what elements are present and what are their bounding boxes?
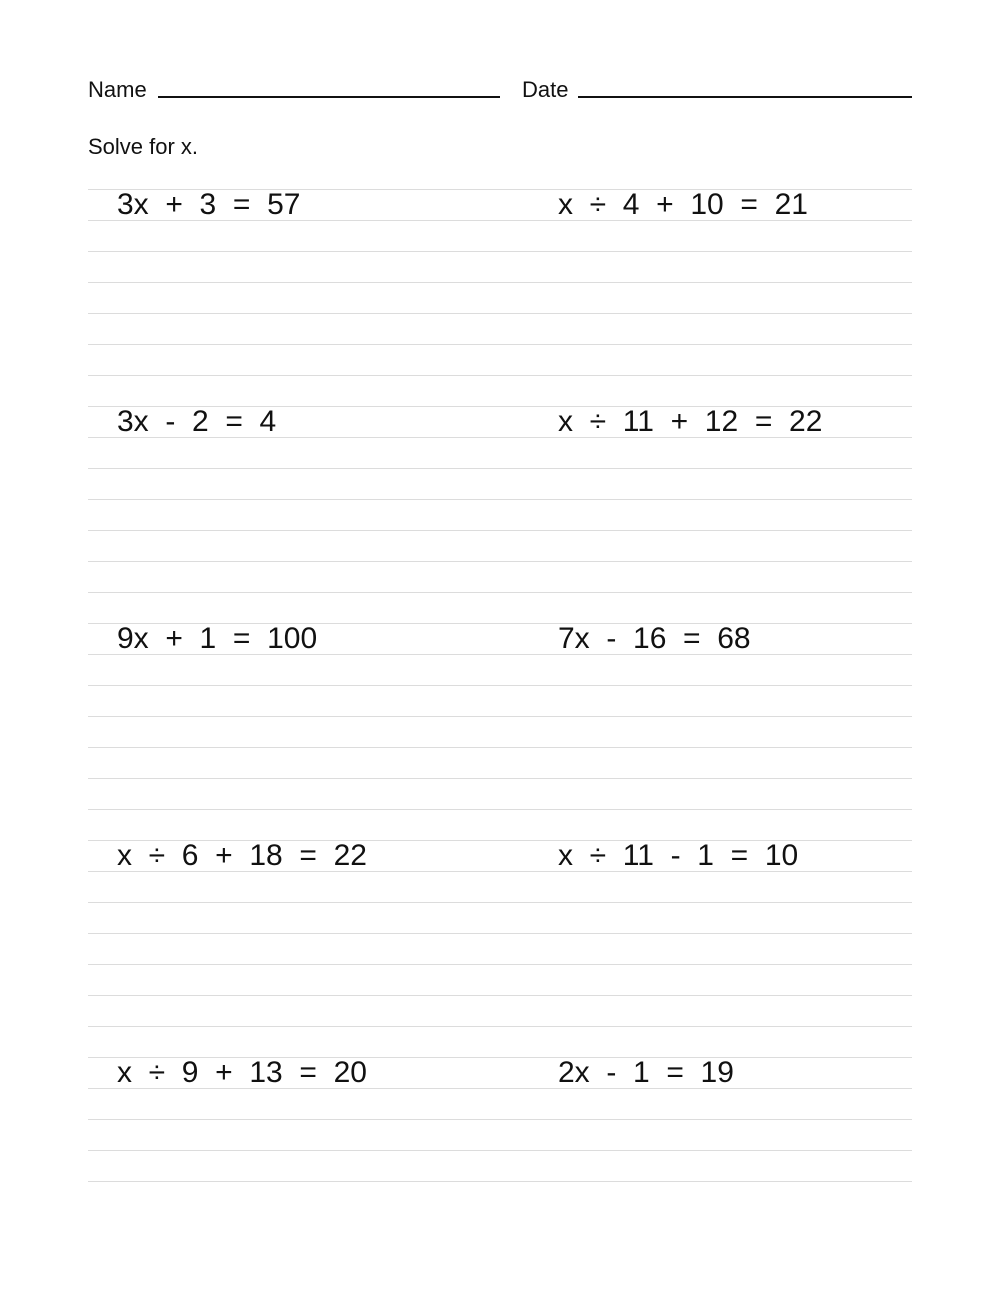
ruled-line (88, 902, 912, 903)
ruled-line (88, 995, 912, 996)
equation-1: 3x + 3 = 57 (117, 188, 301, 221)
ruled-line (88, 530, 912, 531)
ruled-line (88, 592, 912, 593)
ruled-line (88, 499, 912, 500)
ruled-line (88, 809, 912, 810)
ruled-line (88, 964, 912, 965)
equation-6: 7x - 16 = 68 (558, 622, 751, 655)
ruled-line (88, 716, 912, 717)
ruled-line (88, 468, 912, 469)
ruled-line (88, 561, 912, 562)
ruled-line (88, 313, 912, 314)
equation-2: x ÷ 4 + 10 = 21 (558, 188, 808, 221)
date-label: Date (522, 77, 569, 102)
ruled-line (88, 251, 912, 252)
instructions-text: Solve for x. (88, 134, 199, 159)
ruled-line (88, 933, 912, 934)
equation-9: x ÷ 9 + 13 = 20 (117, 1056, 367, 1089)
ruled-line (88, 344, 912, 345)
ruled-line (88, 747, 912, 748)
equation-10: 2x - 1 = 19 (558, 1056, 734, 1089)
equation-8: x ÷ 11 - 1 = 10 (558, 839, 799, 872)
ruled-line (88, 1150, 912, 1151)
name-label: Name (88, 77, 147, 102)
ruled-line (88, 1026, 912, 1027)
ruled-line (88, 685, 912, 686)
ruled-line (88, 282, 912, 283)
ruled-line (88, 1181, 912, 1182)
ruled-line (88, 778, 912, 779)
ruled-line (88, 1119, 912, 1120)
equation-5: 9x + 1 = 100 (117, 622, 318, 655)
equation-4: x ÷ 11 + 12 = 22 (558, 405, 823, 438)
ruled-line (88, 375, 912, 376)
equation-3: 3x - 2 = 4 (117, 405, 277, 438)
equation-7: x ÷ 6 + 18 = 22 (117, 839, 367, 872)
